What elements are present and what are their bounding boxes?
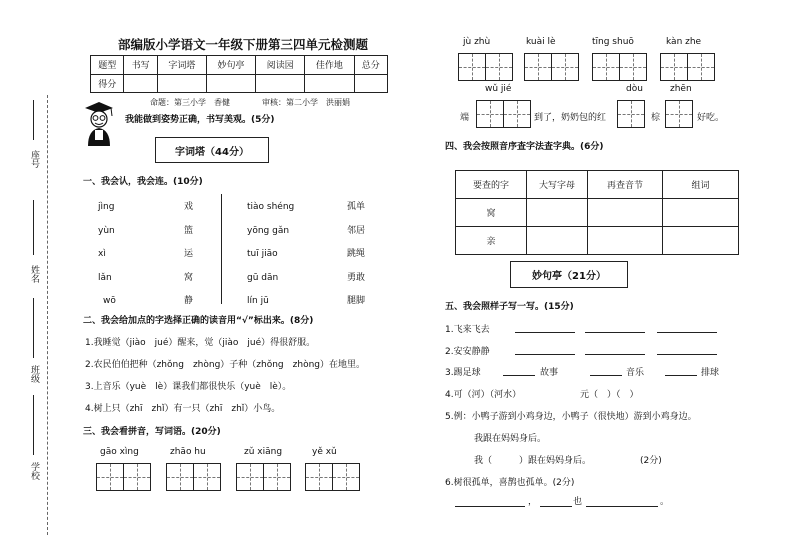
answer-line[interactable] (665, 375, 697, 376)
q5-item: 2.安安静静 (445, 347, 490, 357)
score-cell[interactable] (157, 74, 206, 93)
sidebar-number-label: 座号 (29, 150, 39, 168)
answer-line[interactable] (657, 354, 717, 355)
writing-grid-box[interactable] (617, 100, 645, 128)
dict-header: 要查的字 (456, 171, 527, 199)
q5-word: 故事 (540, 368, 559, 378)
char-item: 静 (184, 296, 194, 306)
q2-item[interactable]: 1.我睡觉（jiào jué）醒来，觉（jiào jué）得很舒服。 (85, 338, 316, 348)
pinyin-item: lǎn (98, 272, 112, 283)
sidebar-number-field[interactable] (33, 100, 34, 140)
writing-grid-box[interactable] (485, 53, 513, 81)
q3-pinyin: tīng shuō (592, 37, 634, 47)
q3-pinyin: zǔ xiāng (244, 447, 283, 457)
answer-line[interactable] (540, 506, 572, 507)
q3-sentence-part: 端 (460, 113, 470, 123)
pinyin-item: gū dān (247, 272, 279, 283)
writing-grid-box[interactable] (96, 463, 124, 491)
writing-grid-box[interactable] (503, 100, 531, 128)
q5-punct: 。 (660, 497, 670, 507)
answer-line[interactable] (455, 506, 525, 507)
writing-grid-box[interactable] (332, 463, 360, 491)
q5-item: 4.可（河）（河水） (445, 390, 522, 400)
q4-title: 四、我会按照音序查字法查字典。(6分) (445, 142, 604, 152)
q3-pinyin: jù zhù (463, 37, 491, 47)
score-cell[interactable] (256, 74, 305, 93)
q5-word: 排球 (701, 368, 720, 378)
q3-title: 三、我会看拼音，写词语。(20分) (83, 427, 221, 437)
q5-punct: ， (528, 497, 538, 507)
q5-points: (2分) (640, 456, 662, 466)
writing-grid-box[interactable] (476, 100, 504, 128)
q1-left-pinyin (98, 196, 116, 314)
answer-line[interactable] (585, 354, 645, 355)
q1-right-pinyin (247, 196, 294, 314)
answer-line[interactable] (515, 354, 575, 355)
q2-item[interactable]: 3.上音乐（yuè lè）课我们都很快乐（yuè lè）。 (85, 382, 292, 392)
answer-line[interactable] (515, 332, 575, 333)
dict-cell[interactable] (527, 199, 588, 227)
dict-char: 亲 (456, 227, 527, 255)
q2-title: 二、我会给加点的字选择正确的读音用“√”标出来。(8分) (83, 316, 314, 326)
pinyin-item: lín jū (247, 296, 269, 306)
answer-line[interactable] (657, 332, 717, 333)
reviewer-credit: 审核：第二小学 洪丽娟 (262, 98, 350, 107)
writing-grid-box[interactable] (592, 53, 620, 81)
dict-cell[interactable] (588, 199, 663, 227)
q5-title: 五、我会照样子写一写。(15分) (445, 302, 574, 312)
q3-pinyin: gāo xìng (100, 447, 139, 457)
score-header: 妙句亭 (206, 56, 255, 75)
char-item: 窝 (184, 272, 194, 283)
writing-grid-box[interactable] (123, 463, 151, 491)
q3-pinyin: kuài lè (526, 37, 556, 47)
writing-grid-box[interactable] (619, 53, 647, 81)
score-header: 题型 (91, 56, 124, 75)
pinyin-item: yōng gǎn (247, 225, 290, 236)
score-header: 书写 (124, 56, 157, 75)
answer-line[interactable] (585, 332, 645, 333)
q1-divider (221, 194, 222, 304)
word-item: 邻居 (347, 225, 366, 236)
q5-word: 音乐 (626, 368, 645, 378)
score-cell[interactable] (305, 74, 354, 93)
writing-grid-box[interactable] (524, 53, 552, 81)
writing-prompt: 我能做到姿势正确，书写美观。(5分) (125, 115, 275, 125)
q3-sentence-part: 好吃。 (697, 113, 725, 123)
q3-pinyin: zhēn (670, 84, 692, 94)
q1-title: 一、我会认，我会连。(10分) (83, 177, 203, 187)
q5-word: 也 (573, 497, 583, 507)
section-ziciwu: 字词塔（44分） (155, 137, 269, 163)
score-header: 阅读园 (256, 56, 305, 75)
q3-sentence-part: 棕 (651, 113, 661, 123)
word-item: 跳绳 (347, 249, 366, 259)
word-item: 勇敢 (347, 272, 366, 283)
writing-grid-box[interactable] (458, 53, 486, 81)
score-header: 总分 (354, 56, 387, 75)
q5-blank-sentence[interactable]: 我（ ）跟在妈妈身后。 (474, 456, 592, 466)
pinyin-item: yùn (98, 225, 115, 236)
pinyin-item: tiào shéng (247, 202, 295, 212)
writing-grid-box[interactable] (236, 463, 264, 491)
sidebar-school-field[interactable] (33, 395, 34, 455)
score-cell[interactable] (206, 74, 255, 93)
char-item: 戏 (184, 202, 194, 212)
writing-grid-box[interactable] (665, 100, 693, 128)
q2-item[interactable]: 2.农民伯伯把种（zhǒng zhòng）子种（zhǒng zhòng）在地里。 (85, 360, 365, 370)
q3-pinyin: zhāo hu (170, 447, 206, 457)
dict-cell[interactable] (527, 227, 588, 255)
q5-item: 5.例：小鸭子游到小鸡身边，小鸭子（很快地）游到小鸡身边。 (445, 412, 697, 422)
student-cartoon-icon (82, 100, 116, 148)
char-item: 运 (184, 249, 194, 259)
pinyin-item: wō (103, 296, 116, 306)
score-table (90, 55, 388, 93)
q3-pinyin: yě xǔ (312, 447, 337, 457)
q5-item: 1.飞来飞去 (445, 325, 490, 335)
char-item: 篮 (184, 225, 194, 236)
q3-pinyin: wǔ jié (485, 84, 512, 94)
q5-example: 我跟在妈妈身后。 (474, 434, 547, 444)
page-title: 部编版小学语文一年级下册第三四单元检测题 (118, 37, 369, 52)
writing-grid-box[interactable] (687, 53, 715, 81)
sidebar-class-field[interactable] (33, 298, 34, 358)
q5-item[interactable]: 元（ ）（ ） (580, 390, 639, 400)
dict-cell[interactable] (588, 227, 663, 255)
writing-grid-box[interactable] (263, 463, 291, 491)
score-header: 字词塔 (157, 56, 206, 75)
dict-cell[interactable] (663, 227, 739, 255)
word-item: 孤单 (347, 202, 366, 212)
score-cell[interactable] (124, 74, 157, 93)
q3-sentence-part: 到了，奶奶包的红 (534, 113, 607, 123)
dict-cell[interactable] (663, 199, 739, 227)
q3-pinyin: dòu (626, 84, 643, 94)
answer-line[interactable] (590, 375, 622, 376)
author-credit: 命题：第三小学 香健 (150, 98, 230, 107)
answer-line[interactable] (586, 506, 658, 507)
writing-grid-box[interactable] (193, 463, 221, 491)
pinyin-item: tuī jiāo (247, 249, 278, 259)
sidebar-name-field[interactable] (33, 200, 34, 255)
q1-right-words (347, 196, 365, 314)
dict-header: 大写字母 (527, 171, 588, 199)
binding-line (47, 95, 48, 535)
sidebar-school-label: 学校 (29, 462, 39, 480)
q5-item: 3.踢足球 (445, 368, 481, 378)
writing-grid-box[interactable] (551, 53, 579, 81)
dictionary-table (455, 170, 739, 255)
pinyin-item: xì (98, 249, 106, 259)
writing-grid-box[interactable] (660, 53, 688, 81)
score-row-label: 得分 (91, 74, 124, 93)
score-cell[interactable] (354, 74, 387, 93)
sidebar-class-label: 班级 (29, 365, 39, 383)
section-miaojuting: 妙句亭（21分） (510, 261, 628, 288)
dict-char: 窝 (456, 199, 527, 227)
q2-item[interactable]: 4.树上只（zhī zhǐ）有一只（zhī zhǐ）小鸟。 (85, 404, 281, 414)
pinyin-item: jìng (98, 202, 115, 212)
dict-header: 组词 (663, 171, 739, 199)
score-header: 佳作地 (305, 56, 354, 75)
q3-pinyin: kàn zhe (666, 37, 702, 47)
answer-line[interactable] (503, 375, 535, 376)
word-item: 腿脚 (347, 296, 366, 306)
writing-grid-box[interactable] (305, 463, 333, 491)
dict-header: 再查音节 (588, 171, 663, 199)
writing-grid-box[interactable] (166, 463, 194, 491)
q5-item: 6.树很孤单，喜鹊也孤单。(2分) (445, 478, 575, 488)
sidebar-name-label: 姓名 (29, 265, 39, 283)
q1-left-chars (184, 196, 193, 314)
